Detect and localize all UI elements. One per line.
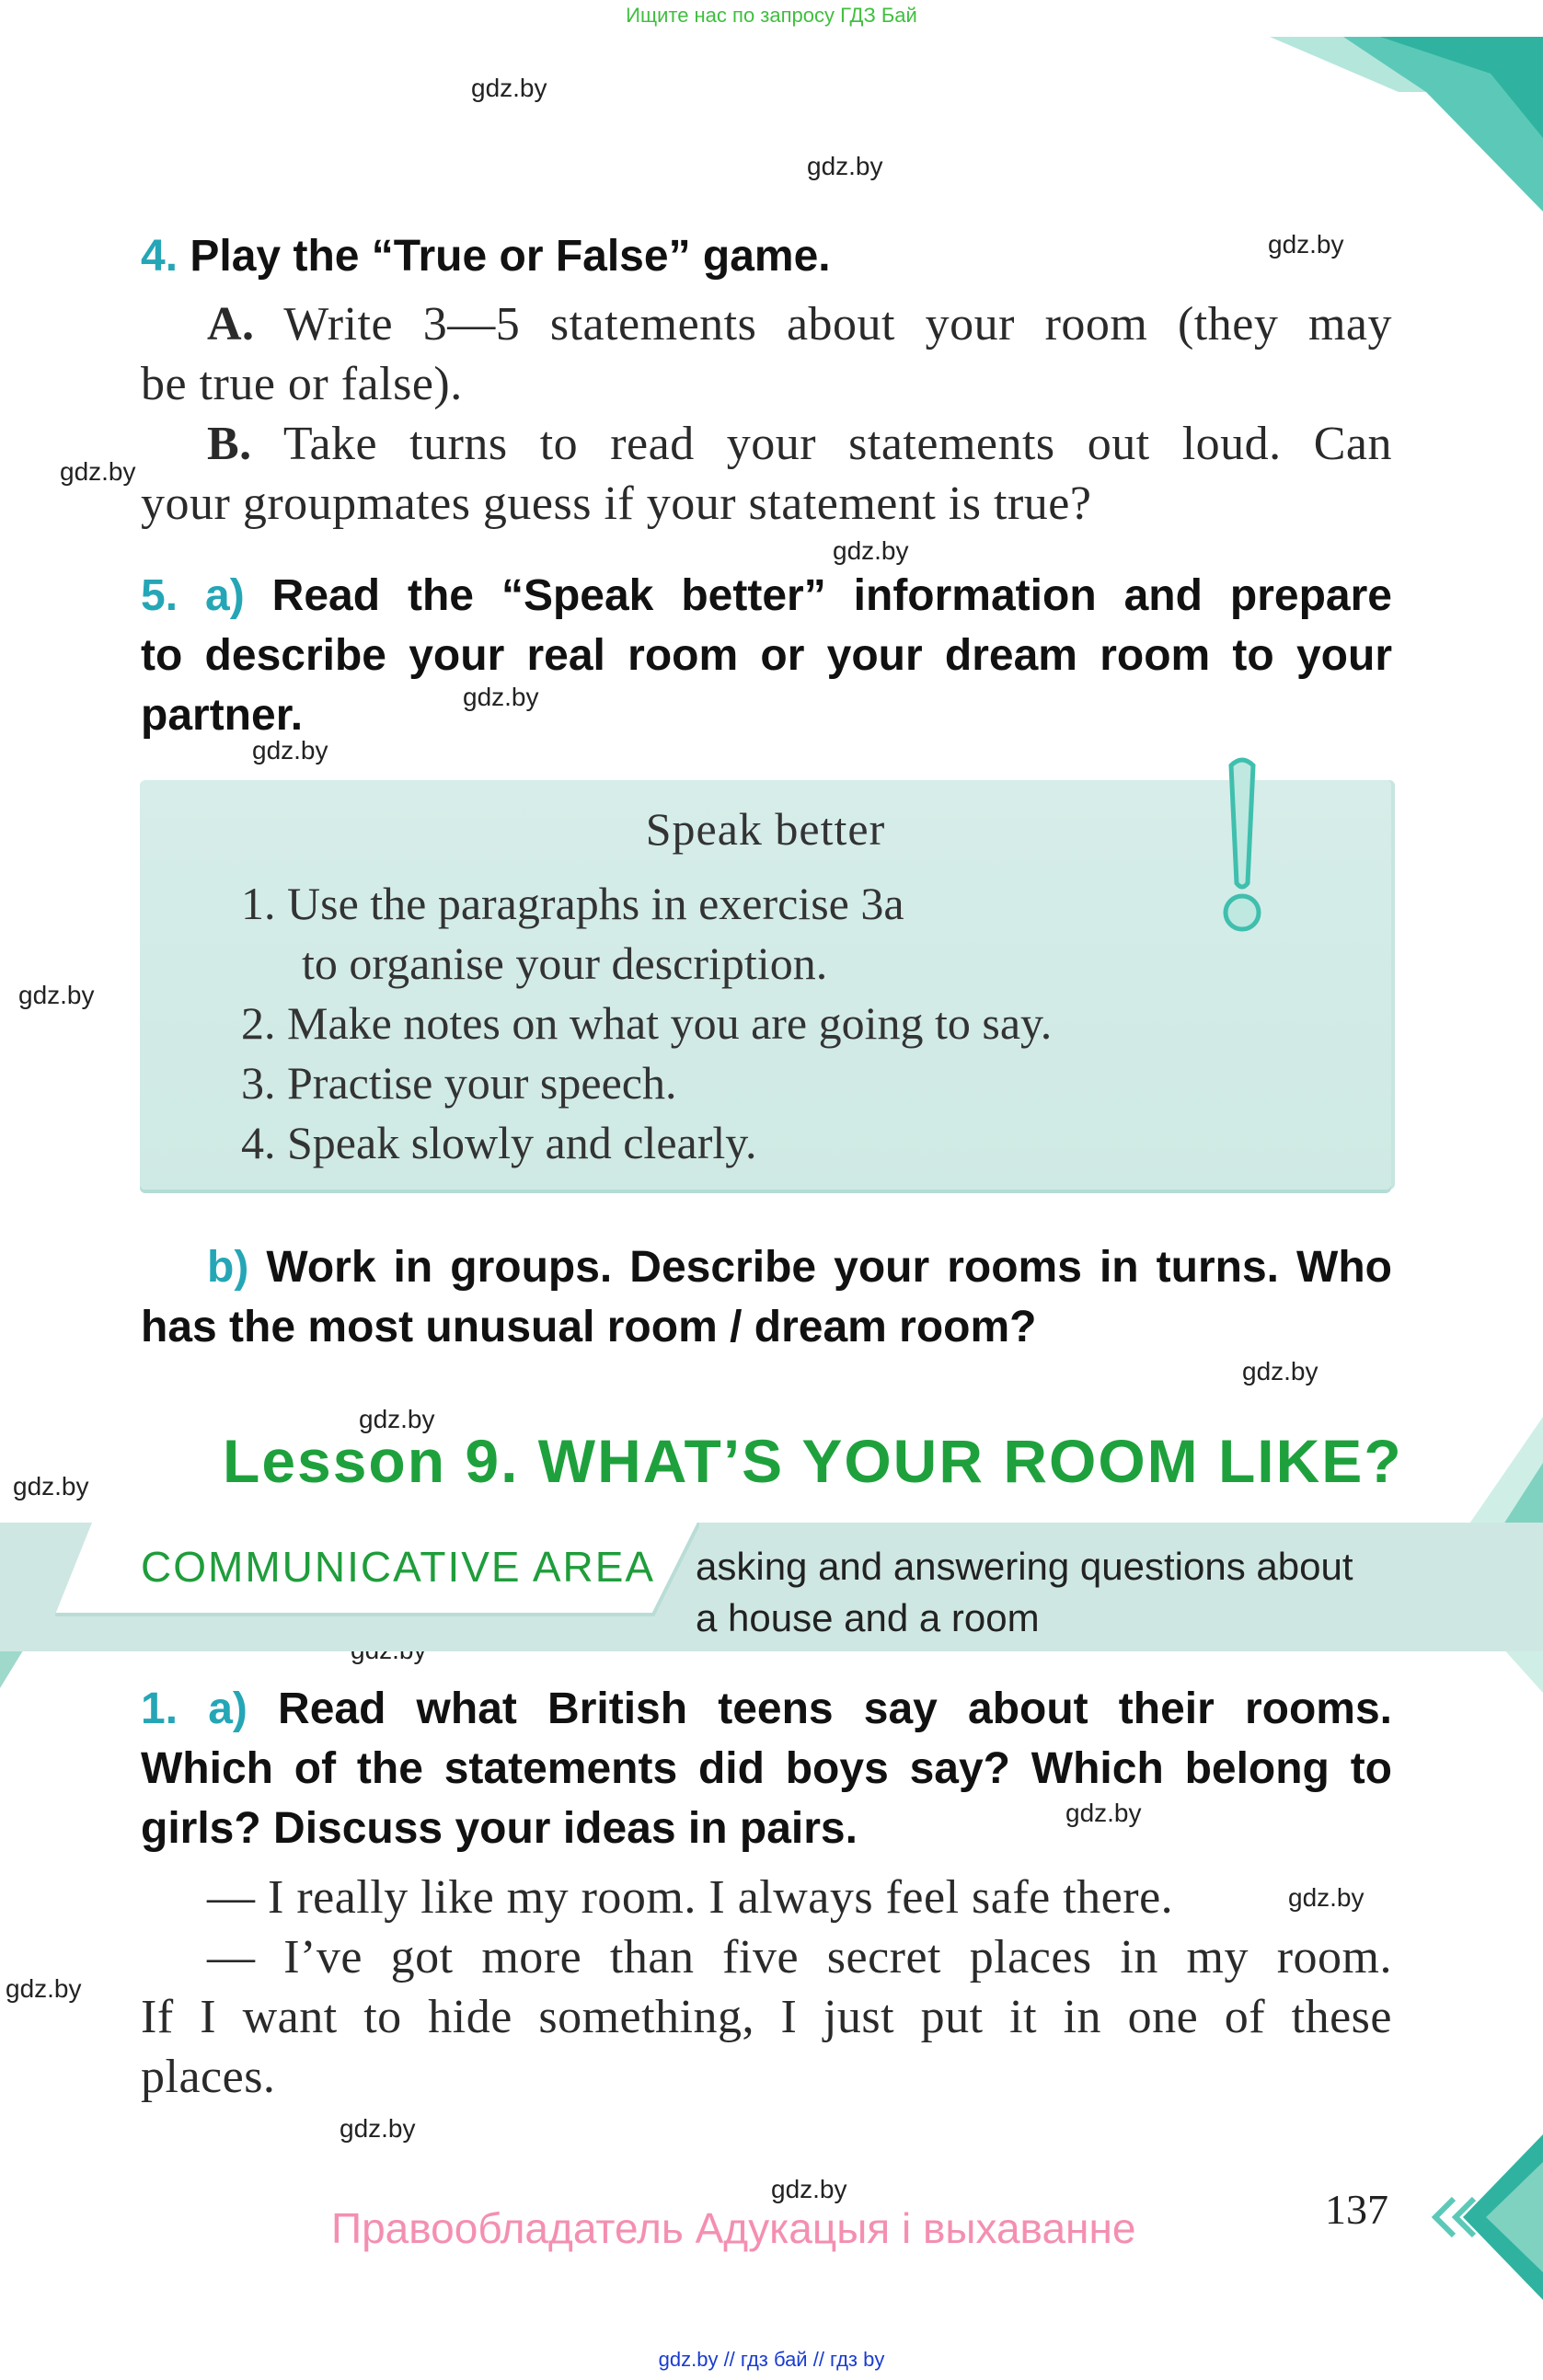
exercise-4-part-b bbox=[141, 414, 1392, 534]
exercise-4-part-a bbox=[141, 294, 1392, 414]
exercise-title: girls? Discuss your ideas in pairs. bbox=[141, 1804, 858, 1853]
quote: If I want to hide something, I just put it in one of these bbox=[141, 1991, 1392, 2043]
description-line: a house and a room bbox=[696, 1596, 1040, 1639]
lesson-title: Lesson 9. WHAT’S YOUR ROOM LIKE? bbox=[223, 1427, 1403, 1495]
exercise-title: Work in groups. Describe your rooms in turns. Who bbox=[266, 1243, 1392, 1292]
speak-better-item: 3. Practise your speech. bbox=[241, 1057, 677, 1109]
copyright-notice: Правообладатель Адукацыя і выхаванне bbox=[331, 2204, 1136, 2252]
footer-links[interactable]: gdz.by // гдз бай // гдз by bbox=[658, 2348, 885, 2371]
exercise-number: 4. bbox=[141, 232, 178, 281]
exercise-4-heading bbox=[141, 226, 831, 286]
exercise-title: Which of the statements did boys say? Which belong to bbox=[141, 1744, 1392, 1793]
exercise-part: a) bbox=[208, 1684, 248, 1733]
exclamation-icon bbox=[1205, 754, 1279, 938]
speak-better-item: 2. Make notes on what you are going to say. bbox=[241, 997, 1053, 1049]
watermark: gdz.by bbox=[18, 981, 95, 1009]
exercise-title: Read what British teens say about their rooms. bbox=[278, 1684, 1392, 1733]
exercise-part: a) bbox=[205, 571, 245, 620]
exercise-5b-heading bbox=[141, 1237, 1392, 1357]
page-corner-arrows bbox=[1408, 2134, 1543, 2300]
watermark: gdz.by bbox=[1242, 1357, 1318, 1385]
watermark: gdz.by bbox=[340, 2114, 416, 2143]
exercise-title: partner. bbox=[141, 691, 304, 740]
watermark: gdz.by bbox=[463, 683, 539, 711]
watermark: gdz.by bbox=[6, 1974, 82, 2003]
watermark: gdz.by bbox=[833, 536, 909, 565]
exercise-1-heading bbox=[141, 1679, 1392, 1858]
part-text: your groupmates guess if your statement is true? bbox=[141, 477, 1092, 530]
exercise-title: Read the “Speak better” information and prepare bbox=[271, 571, 1392, 620]
communicative-area-description bbox=[696, 1541, 1395, 1644]
part-label: A. bbox=[207, 298, 255, 351]
search-banner[interactable]: Ищите нас по запросу ГДЗ Бай bbox=[626, 4, 917, 27]
exercise-1-quotes bbox=[141, 1868, 1392, 2107]
part-text: Write 3—5 statements about your room (they may bbox=[283, 298, 1392, 351]
part-text: Take turns to read your statements out loud. Can bbox=[282, 418, 1392, 470]
watermark: gdz.by bbox=[471, 74, 547, 102]
speak-better-item: 1. Use the paragraphs in exercise 3a bbox=[241, 878, 904, 929]
speak-better-title: Speak better bbox=[645, 803, 886, 855]
quote: — I really like my room. I always feel safe there. bbox=[207, 1871, 1174, 1924]
corner-decoration-top bbox=[1270, 37, 1543, 212]
watermark: gdz.by bbox=[1288, 1883, 1365, 1912]
exercise-number: 5. bbox=[141, 571, 178, 620]
watermark: gdz.by bbox=[359, 1405, 435, 1433]
exercise-part: b) bbox=[207, 1243, 249, 1292]
watermark: gdz.by bbox=[13, 1472, 89, 1500]
watermark: gdz.by bbox=[252, 736, 328, 765]
quote: places. bbox=[141, 2051, 276, 2103]
exercise-title: Play the “True or False” game. bbox=[190, 232, 831, 281]
watermark: gdz.by bbox=[807, 152, 883, 180]
watermark: gdz.by bbox=[60, 457, 136, 486]
speak-better-item: 4. Speak slowly and clearly. bbox=[241, 1117, 757, 1168]
speak-better-item: to organise your description. bbox=[302, 937, 828, 989]
exercise-title: has the most unusual room / dream room? bbox=[141, 1303, 1037, 1351]
part-text: be true or false). bbox=[141, 358, 463, 410]
exercise-title: to describe your real room or your dream room to your bbox=[141, 631, 1392, 680]
watermark: gdz.by bbox=[1065, 1799, 1142, 1827]
watermark: gdz.by bbox=[1268, 230, 1344, 259]
exercise-number: 1. bbox=[141, 1684, 178, 1733]
quote: — I’ve got more than five secret places in my room. bbox=[207, 1931, 1392, 1983]
communicative-area-label: COMMUNICATIVE AREA bbox=[141, 1543, 656, 1591]
watermark: gdz.by bbox=[771, 2175, 847, 2203]
page-number: 137 bbox=[1325, 2186, 1388, 2233]
speak-better-list bbox=[241, 874, 1253, 1173]
description-line: asking and answering questions about bbox=[696, 1545, 1353, 1588]
part-label: B. bbox=[207, 418, 252, 470]
exercise-5-heading bbox=[141, 566, 1392, 745]
